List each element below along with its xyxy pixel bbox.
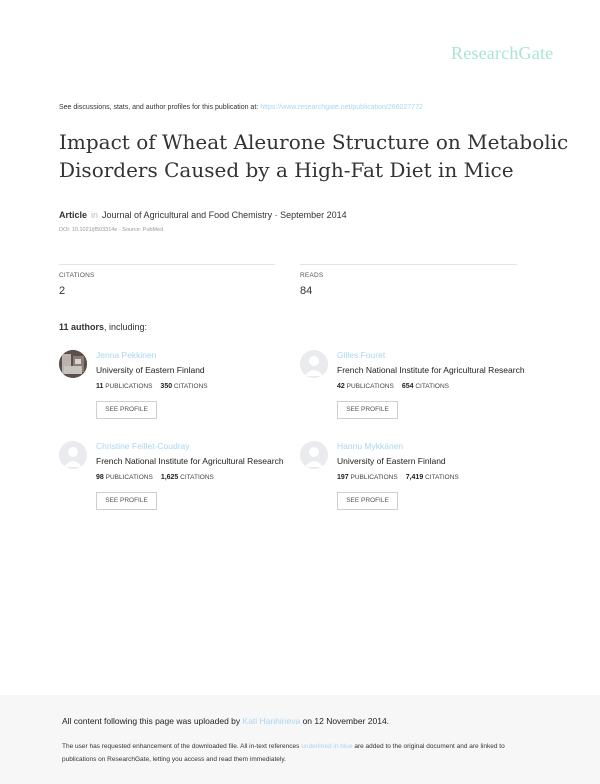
citations-label: CITATIONS xyxy=(59,272,95,279)
citations-count: 7,419 xyxy=(405,474,424,481)
author-name[interactable]: Jenna Pekkinen xyxy=(96,350,157,360)
author-card xyxy=(59,441,319,521)
author-stats xyxy=(96,383,208,390)
author-card xyxy=(300,441,560,521)
citations-count: 654 xyxy=(401,383,414,390)
publications-count: 11 xyxy=(96,383,104,390)
publications-count: 98 xyxy=(96,474,104,481)
default-avatar[interactable] xyxy=(300,350,328,378)
authors-suffix: , including: xyxy=(104,322,148,332)
paper-meta xyxy=(59,210,347,220)
author-institution: University of Eastern Finland xyxy=(96,365,205,375)
see-profile-button[interactable]: SEE PROFILE xyxy=(337,401,398,419)
citations-value: 2 xyxy=(59,285,66,297)
author-institution: French National Institute for Agricultural Research xyxy=(96,456,284,466)
uploader-link[interactable]: Kati Hanhineva xyxy=(242,716,301,726)
publications-count: 197 xyxy=(337,474,349,481)
citations-divider xyxy=(59,264,275,265)
notice-prefix: The user has requested enhancement of the downloaded file. All in-text references xyxy=(62,743,300,750)
author-name[interactable]: Hannu Mykkänen xyxy=(337,441,404,451)
see-profile-button[interactable]: SEE PROFILE xyxy=(337,492,398,510)
author-name[interactable]: Gilles Fouret xyxy=(337,350,386,360)
publications-label: PUBLICATIONS xyxy=(105,474,153,481)
author-stats xyxy=(337,383,449,390)
author-institution: University of Eastern Finland xyxy=(337,456,446,466)
researchgate-logo[interactable]: ResearchGate xyxy=(451,43,554,63)
citations-label: CITATIONS xyxy=(180,474,214,481)
reads-value: 84 xyxy=(300,285,313,297)
article-type: Article xyxy=(59,210,88,220)
upload-prefix: All content following this page was uploaded by xyxy=(62,716,241,726)
publications-label: PUBLICATIONS xyxy=(350,474,398,481)
user-silhouette-icon xyxy=(59,441,87,469)
author-institution: French National Institute for Agricultural Research xyxy=(337,365,525,375)
citations-count: 350 xyxy=(160,383,173,390)
publications-count: 42 xyxy=(337,383,345,390)
notice-suffix: are added to the original document and are linked to publications on ResearchGate, letting you access and read them immediately. xyxy=(62,743,505,763)
citations-count: 1,625 xyxy=(160,474,179,481)
citations-label: CITATIONS xyxy=(425,474,459,481)
discussion-prefix: See discussions, stats, and author profiles for this publication at: xyxy=(59,104,259,111)
doi-source: DOI: 10.1021/jf503314e · Source: PubMed xyxy=(59,227,164,233)
authors-count: 11 authors xyxy=(59,322,105,332)
authors-heading xyxy=(59,322,147,332)
user-silhouette-icon xyxy=(300,441,328,469)
enhancement-notice xyxy=(62,740,532,766)
underlined-link[interactable]: underlined in blue xyxy=(301,743,353,750)
see-profile-button[interactable]: SEE PROFILE xyxy=(96,401,157,419)
reads-label: READS xyxy=(300,272,324,279)
author-card xyxy=(59,350,319,430)
default-avatar[interactable] xyxy=(300,441,328,469)
author-name[interactable]: Christine Feillet-Coudray xyxy=(96,441,190,451)
see-profile-button[interactable]: SEE PROFILE xyxy=(96,492,157,510)
reads-divider xyxy=(300,264,517,265)
discussion-notice xyxy=(59,104,423,111)
citations-label: CITATIONS xyxy=(415,383,450,390)
author-photo-avatar[interactable] xyxy=(59,350,87,378)
publication-link[interactable]: https://www.researchgate.net/publication/266027772 xyxy=(260,104,423,111)
author-card xyxy=(300,350,560,430)
upload-notice xyxy=(62,716,389,726)
upload-suffix: on 12 November 2014. xyxy=(302,716,390,726)
citations-label: CITATIONS xyxy=(173,383,208,390)
author-stats xyxy=(337,474,459,481)
photo-icon xyxy=(59,350,87,378)
default-avatar[interactable] xyxy=(59,441,87,469)
publications-label: PUBLICATIONS xyxy=(346,383,394,390)
paper-title: Impact of Wheat Aleurone Structure on Metabolic Disorders Caused by a High-Fat Diet in Mice xyxy=(59,130,569,182)
user-silhouette-icon xyxy=(300,350,328,378)
meta-separator: in xyxy=(91,210,99,220)
publications-label: PUBLICATIONS xyxy=(105,383,153,390)
journal-date: Journal of Agricultural and Food Chemistry · September 2014 xyxy=(102,210,347,220)
footer xyxy=(0,695,600,784)
author-stats xyxy=(96,474,214,481)
